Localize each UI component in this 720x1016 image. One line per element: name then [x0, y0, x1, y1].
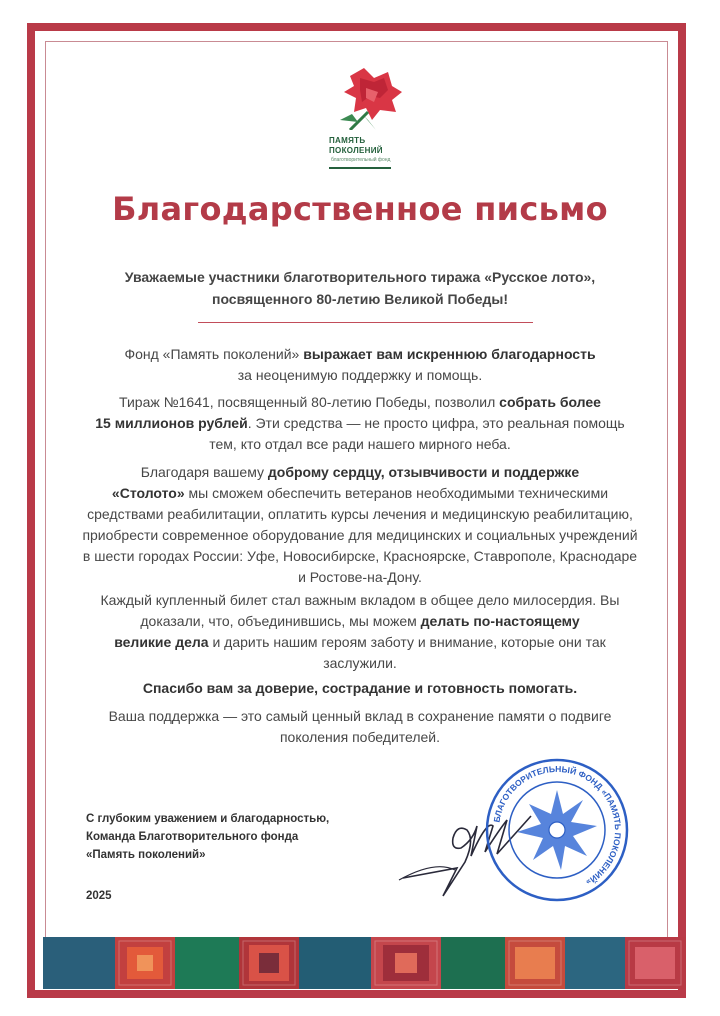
p3-bold-2: «Столото»	[111, 485, 185, 501]
signoff-line2: Команда Благотворительного фонда	[86, 831, 299, 843]
paragraph-thanks	[80, 344, 640, 386]
p1-bold: выражает вам искреннюю благодарность	[303, 346, 596, 362]
logo-underline	[329, 167, 391, 169]
p2-text-a: Тираж №1641, посвященный 80-летию Победы, позволил	[119, 394, 500, 410]
signoff-line1: С глубоким уважением и благодарностью,	[86, 813, 330, 825]
paragraph-help-plans	[80, 462, 640, 588]
logo-text-line1: ПАМЯТЬ	[329, 136, 366, 145]
paragraph-thank-you: Спасибо вам за доверие, сострадание и готовность помогать.	[142, 680, 578, 696]
stamp-outer-text: БЛАГОТВОРИТЕЛЬНЫЙ ФОНД «ПАМЯТЬ ПОКОЛЕНИЙ»	[491, 763, 624, 888]
p4-bold-1: делать по-настоящему	[420, 613, 580, 629]
letter-title: Благодарственное письмо	[112, 190, 608, 228]
p4-bold-2: великие дела	[114, 634, 209, 650]
divider-line	[198, 322, 533, 323]
greeting-line1: Уважаемые участники благотворительного тиража «Русское лото»,	[124, 269, 596, 285]
foundation-logo	[324, 68, 404, 178]
p2-bold-2: 15 миллионов рублей	[95, 415, 248, 431]
official-stamp	[483, 756, 631, 904]
signoff-block	[86, 810, 329, 864]
p1-text-c: за неоценимую поддержку и помощь.	[237, 367, 483, 383]
greeting	[100, 266, 620, 310]
p2-bold-1: собрать более	[499, 394, 601, 410]
p3-bold-1: доброму сердцу, отзывчивости и поддержке	[267, 464, 580, 480]
p2-text-d: . Эти средства — не просто цифра, это реальная помощь тем, кто отдал все ради нашего мирного неба.	[209, 415, 625, 452]
p3-text-d: мы сможем обеспечить ветеранов необходимыми техническими средствами реабилитации, оплатить курсы лечения и медицинскую реабилитацию, приобрести современное оборудование для медицинских и социальных учреждений в шести городах России: Уфе, Новосибирске, Красноярске, Ставрополе, Краснодаре и Ростове-на-Дону.	[82, 485, 638, 585]
signoff-line3: «Память поколений»	[86, 849, 206, 861]
p4-text-d: и дарить нашим героям заботу и внимание, которые они так заслужили.	[208, 634, 606, 671]
paragraph-great-deeds	[80, 590, 640, 674]
greeting-line2: посвященного 80-летию Великой Победы!	[211, 291, 509, 307]
logo-text-line2: ПОКОЛЕНИЙ	[329, 146, 383, 155]
p4-text-a: Каждый купленный билет стал важным вкладом в общее дело милосердия. Вы доказали, что, объединившись, мы можем	[100, 592, 620, 629]
paragraph-memory: Ваша поддержка — это самый ценный вклад в сохранение памяти о подвиге поколения победителей.	[108, 708, 612, 745]
letter-year: 2025	[86, 890, 112, 902]
carnation-icon	[330, 68, 402, 130]
logo-text-line3: благотворительный фонд	[331, 157, 391, 163]
ornament-tiles	[43, 937, 686, 989]
p1-text-a: Фонд «Память поколений»	[124, 346, 304, 362]
p3-text-a: Благодаря вашему	[140, 464, 268, 480]
ornament-band	[43, 937, 686, 989]
paragraph-draw-result	[80, 392, 640, 455]
